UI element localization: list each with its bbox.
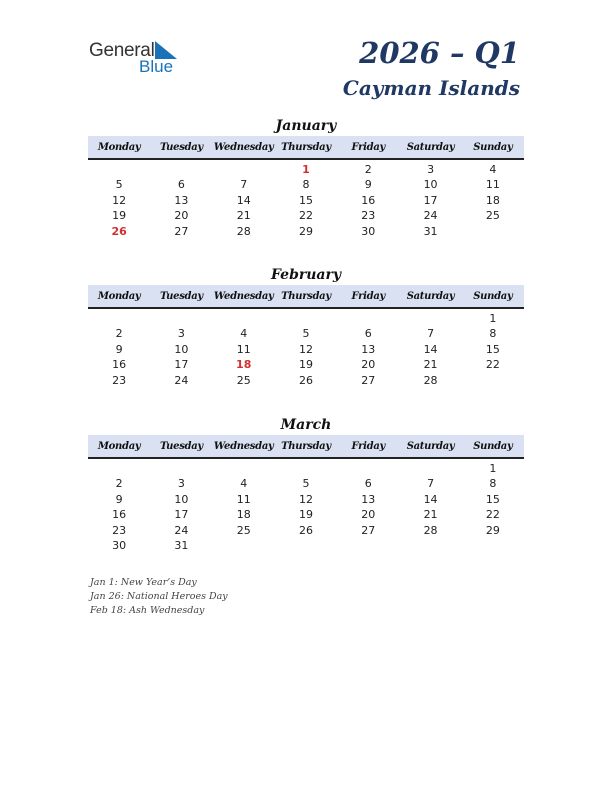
day-cell: 1 (302, 163, 310, 176)
empty-day-cell (88, 162, 150, 177)
day-cell: 16 (112, 358, 127, 372)
day-cell: 26 (111, 224, 127, 238)
day-cell: 27 (361, 373, 376, 387)
day-cell: 13 (174, 193, 189, 207)
page-title: 2026 – Q1 (359, 36, 520, 70)
day-cell: 10 (174, 342, 189, 356)
day-cell: 8 (302, 178, 310, 192)
day-cell: 2 (115, 327, 123, 341)
weekday-label: Tuesday (159, 290, 203, 302)
weekday-label: Wednesday (213, 290, 274, 302)
day-cell: 2 (115, 477, 123, 491)
day-cell: 15 (485, 492, 500, 506)
day-cell: 31 (174, 538, 189, 552)
day-cell: 1 (489, 312, 497, 325)
day-cell: 28 (236, 224, 251, 238)
month-block-march (88, 415, 524, 553)
weekday-label: Sunday (473, 440, 513, 452)
day-cell: 10 (423, 178, 438, 192)
day-cell: 17 (423, 193, 438, 207)
day-cell: 25 (485, 209, 500, 223)
logo-word-blue: Blue (139, 57, 174, 76)
day-cell: 3 (177, 327, 185, 341)
day-cell: 21 (236, 209, 251, 223)
day-cell: 16 (112, 508, 127, 522)
day-cell: 23 (112, 523, 127, 537)
empty-day-cell (399, 461, 461, 476)
day-cell: 8 (489, 477, 497, 491)
weekday-label: Monday (97, 290, 141, 302)
empty-day-cell (213, 311, 275, 326)
day-cell: 7 (427, 327, 435, 341)
empty-day-cell (213, 162, 275, 177)
day-cell: 28 (423, 373, 438, 387)
day-cell: 26 (298, 523, 313, 537)
weekday-header-row (88, 285, 524, 309)
day-cell: 13 (361, 342, 376, 356)
day-cell: 22 (485, 358, 500, 372)
day-cell: 14 (236, 193, 251, 207)
weekday-label: Saturday (406, 141, 455, 153)
weekday-label: Friday (351, 440, 386, 452)
day-cell: 5 (302, 477, 310, 491)
day-cell: 12 (298, 492, 313, 506)
weekday-label: Wednesday (213, 141, 274, 153)
day-cell: 21 (423, 358, 438, 372)
weekday-label: Thursday (281, 440, 331, 452)
day-cell: 30 (361, 224, 376, 238)
empty-day-cell (337, 461, 399, 476)
weekday-label: Saturday (406, 440, 455, 452)
day-cell: 9 (115, 342, 123, 356)
day-cell: 17 (174, 358, 189, 372)
day-cell: 19 (112, 209, 127, 223)
day-cell: 16 (361, 193, 376, 207)
day-grid (88, 311, 524, 388)
day-cell: 12 (298, 342, 313, 356)
day-cell: 25 (236, 373, 251, 387)
day-cell: 7 (240, 178, 248, 192)
weekday-label: Thursday (281, 290, 331, 302)
weekday-label: Tuesday (159, 440, 203, 452)
month-block-february (88, 265, 524, 388)
day-cell: 20 (174, 209, 189, 223)
day-cell: 31 (423, 224, 438, 238)
month-title: March (280, 417, 332, 433)
weekday-label: Sunday (473, 141, 513, 153)
day-cell: 22 (298, 209, 313, 223)
day-cell: 24 (423, 209, 438, 223)
day-cell: 20 (361, 508, 376, 522)
day-cell: 26 (298, 373, 313, 387)
empty-day-cell (150, 162, 212, 177)
holiday-notes (90, 576, 228, 618)
day-grid (88, 461, 524, 553)
logo-word-general: General (89, 40, 155, 61)
empty-day-cell (88, 461, 150, 476)
day-cell: 27 (174, 224, 189, 238)
day-cell: 20 (361, 358, 376, 372)
day-cell: 30 (112, 538, 127, 552)
day-cell: 1 (489, 462, 497, 475)
weekday-label: Wednesday (213, 440, 274, 452)
month-title: February (270, 267, 341, 283)
empty-day-cell (275, 538, 337, 553)
day-cell: 14 (423, 342, 438, 356)
day-cell: 6 (364, 477, 372, 491)
day-cell: 6 (364, 327, 372, 341)
weekday-header-row (88, 435, 524, 459)
day-cell: 8 (489, 327, 497, 341)
day-cell: 3 (177, 477, 185, 491)
day-cell: 11 (485, 178, 500, 192)
day-cell: 28 (423, 523, 438, 537)
holiday-note: Jan 26: National Heroes Day (90, 591, 228, 602)
day-cell: 27 (361, 523, 376, 537)
weekday-label: Tuesday (159, 141, 203, 153)
day-cell: 10 (174, 492, 189, 506)
month-title: January (275, 118, 337, 134)
day-cell: 24 (174, 523, 189, 537)
day-cell: 13 (361, 492, 376, 506)
day-cell: 11 (236, 492, 251, 506)
weekday-label: Friday (351, 141, 386, 153)
empty-day-cell (275, 461, 337, 476)
day-cell: 18 (236, 358, 252, 372)
day-cell: 14 (423, 492, 438, 506)
day-grid (88, 162, 524, 239)
day-cell: 23 (112, 373, 127, 387)
day-cell: 4 (240, 327, 248, 341)
empty-day-cell (399, 538, 461, 553)
day-cell: 19 (298, 508, 313, 522)
day-cell: 11 (236, 342, 251, 356)
day-cell: 22 (485, 508, 500, 522)
day-cell: 25 (236, 523, 251, 537)
empty-day-cell (399, 311, 461, 326)
holiday-note: Jan 1: New Year’s Day (90, 577, 197, 588)
empty-day-cell (462, 224, 524, 239)
day-cell: 3 (427, 163, 435, 176)
weekday-label: Thursday (281, 141, 331, 153)
empty-day-cell (462, 373, 524, 388)
day-cell: 4 (240, 477, 248, 491)
empty-day-cell (275, 311, 337, 326)
empty-day-cell (88, 311, 150, 326)
day-cell: 21 (423, 508, 438, 522)
day-cell: 5 (302, 327, 310, 341)
page-subtitle: Cayman Islands (342, 76, 520, 100)
day-cell: 19 (298, 358, 313, 372)
holiday-note: Feb 18: Ash Wednesday (90, 605, 205, 616)
weekday-header-row (88, 136, 524, 160)
weekday-label: Sunday (473, 290, 513, 302)
day-cell: 15 (298, 193, 313, 207)
day-cell: 4 (489, 163, 497, 176)
day-cell: 24 (174, 373, 189, 387)
empty-day-cell (213, 538, 275, 553)
day-cell: 17 (174, 508, 189, 522)
day-cell: 9 (364, 178, 372, 192)
day-cell: 29 (298, 224, 313, 238)
day-cell: 6 (177, 178, 185, 192)
weekday-label: Saturday (406, 290, 455, 302)
empty-day-cell (213, 461, 275, 476)
day-cell: 12 (112, 193, 127, 207)
day-cell: 18 (485, 193, 500, 207)
weekday-label: Friday (351, 290, 386, 302)
day-cell: 9 (115, 492, 123, 506)
weekday-label: Monday (97, 440, 141, 452)
day-cell: 18 (236, 508, 251, 522)
day-cell: 23 (361, 209, 376, 223)
month-block-january (88, 116, 524, 239)
day-cell: 29 (485, 523, 500, 537)
empty-day-cell (150, 461, 212, 476)
day-cell: 15 (485, 342, 500, 356)
empty-day-cell (150, 311, 212, 326)
empty-day-cell (462, 538, 524, 553)
empty-day-cell (337, 538, 399, 553)
day-cell: 7 (427, 477, 435, 491)
day-cell: 2 (364, 163, 372, 176)
day-cell: 5 (115, 178, 123, 192)
empty-day-cell (337, 311, 399, 326)
generalblue-logo (89, 40, 189, 76)
weekday-label: Monday (97, 141, 141, 153)
